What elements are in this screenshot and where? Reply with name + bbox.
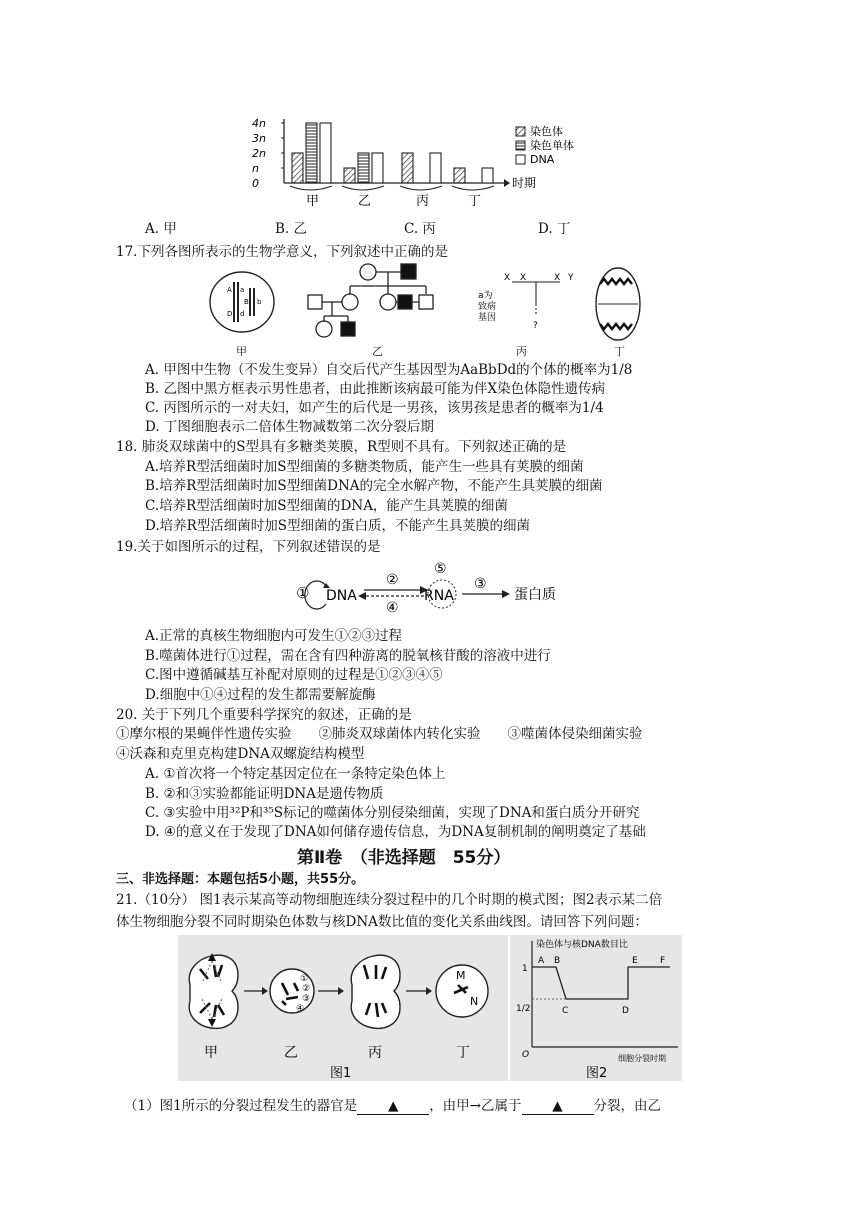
q19-num-3: ③ (474, 576, 487, 592)
q17-label-ding: 丁 (614, 345, 625, 358)
q21-sub1 (124, 1094, 661, 1115)
q16-bar (344, 168, 355, 183)
q19-num-2: ② (386, 572, 399, 588)
fig2-origin: O (522, 1050, 530, 1060)
svg-text:B: B (244, 298, 249, 306)
fig2-point-b: B (554, 956, 561, 966)
q17-label-bing: 丙 (516, 345, 527, 358)
q19-option-c[interactable]: C.图中遵循碱基互补配对原则的过程是①②③④⑤ (145, 667, 443, 683)
q17-figures-svg (200, 262, 660, 358)
q16-legend-swatch (516, 155, 525, 164)
q16-group-label: 丁 (468, 194, 482, 209)
q17-bing-question: ? (533, 321, 538, 331)
q17-option-a[interactable]: A. 甲图中生物（不发生变异）自交后代产生基因型为AaBbDd的个体的概率为1/8 (145, 362, 633, 378)
q19-protein: 蛋白质 (514, 587, 556, 603)
q18-option-b[interactable]: B.培养R型活细菌时加S型细菌DNA的完全水解产物，不能产生具荚膜的细菌 (145, 478, 603, 494)
fig1-label-bing: 丙 (368, 1045, 382, 1061)
fig2-ytick-half: 1/2 (516, 1004, 531, 1014)
q16-y-tick: 0 (252, 177, 259, 190)
q16-x-arrow (504, 179, 510, 187)
q19-option-b[interactable]: B.噬菌体进行①过程，需在含有四种游离的脱氧核苷酸的溶液中进行 (145, 648, 551, 664)
q16-bar (402, 153, 413, 183)
q21-stem-line2: 体生物细胞分裂不同时期染色体数与核DNA数比值的变化关系曲线图。请回答下列问题： (116, 914, 648, 930)
q16-y-tick: 3n (252, 132, 266, 145)
fig1-mark-m: M (456, 969, 466, 982)
q17-bing-mother-x1: X (504, 273, 511, 283)
q16-bar (454, 168, 465, 183)
q16-y-tick: 4n (252, 117, 266, 130)
fig2-ytick-1: 1 (522, 964, 528, 974)
q16-bar (320, 123, 331, 183)
q21-figure-2 (510, 935, 682, 1081)
q17-bing-note-line3: 基因 (478, 313, 497, 323)
fig2-curve (532, 967, 670, 999)
q17-option-c[interactable]: C. 丙图所示的一对夫妇，如产生的后代是一男孩，该男孩是患者的概率为1/4 (145, 400, 604, 416)
q19-num-1: ① (296, 584, 310, 602)
q16-legend-swatch (516, 141, 525, 150)
q20-stem: 20. 关于下列几个重要科学探究的叙述，正确的是 (116, 707, 412, 723)
q16-bar (306, 123, 317, 183)
q16-group-brace (452, 186, 494, 190)
q19-diagram (292, 558, 572, 614)
q16-legend-swatch (516, 127, 525, 136)
fig1-label-jia: 甲 (204, 1045, 218, 1061)
q16-option-a[interactable]: A. 甲 (145, 221, 177, 237)
q17-option-d[interactable]: D. 丁图细胞表示二倍体生物减数第二次分裂后期 (145, 419, 434, 435)
q17-stem: 17.下列各图所表示的生物学意义，下列叙述中正确的是 (116, 244, 448, 260)
q18-option-d[interactable]: D.培养R型活细菌时加S型细菌的蛋白质，不能产生具荚膜的细菌 (145, 518, 531, 534)
fig2-point-e: E (632, 956, 638, 966)
q17-label-yi: 乙 (372, 345, 383, 358)
q16-group-brace (342, 186, 384, 190)
q19-diagram-svg (292, 558, 572, 614)
q18-option-a[interactable]: A.培养R型活细菌时加S型细菌的多糖类物质，能产生一些具有荚膜的细菌 (145, 459, 584, 475)
fig1-label-yi: 乙 (284, 1045, 298, 1061)
q16-bar (482, 168, 493, 183)
q21-sub1-blank-1[interactable]: ▲ (357, 1098, 429, 1115)
fig2-point-a: A (538, 956, 545, 966)
q17-label-jia: 甲 (236, 345, 247, 358)
q20-option-b[interactable]: B. ②和③实验都能证明DNA是遗传物质 (145, 786, 384, 802)
q16-chart (248, 115, 578, 210)
q17-bing-mother-x2: X (520, 273, 527, 283)
part2-title: 第Ⅱ卷 （非选择题 55分） (297, 848, 511, 868)
q16-group-label: 乙 (358, 194, 372, 209)
fig1-mark-1: ① (300, 974, 309, 984)
q16-group-label: 丙 (416, 194, 430, 209)
q16-option-d[interactable]: D. 丁 (538, 221, 571, 237)
q16-bar (372, 153, 383, 183)
q17-fig-bing (512, 282, 560, 314)
q16-x-label: 时期 (512, 176, 537, 190)
svg-text:a: a (240, 286, 245, 294)
q21-stem-line1: 21.（10分） 图1表示某高等动物细胞连续分裂过程中的几个时期的模式图；图2表示某二倍 (116, 892, 663, 908)
q21-sub1-text-a: （1）图1所示的分裂过程发生的器官是 (124, 1098, 358, 1114)
fig1-mark-n: N (470, 995, 479, 1008)
q16-group-brace (400, 186, 442, 190)
q17-fig-jia (210, 272, 274, 332)
q16-legend-label: 染色体 (530, 125, 563, 138)
q17-fig-yi (308, 264, 433, 337)
fig1-mark-3: ③ (302, 994, 311, 1004)
q17-fig-ding (596, 268, 640, 340)
q16-bar (358, 153, 369, 183)
fig1-mark-4: ④ (296, 1004, 305, 1014)
q19-num-5: ⑤ (434, 561, 447, 577)
q16-bar (430, 153, 441, 183)
fig1-caption: 图1 (330, 1066, 352, 1081)
q21-sub1-text-b: ，由甲→乙属于 (429, 1098, 522, 1114)
q20-items-line2: ④沃森和克里克构建DNA双螺旋结构模型 (116, 746, 365, 762)
q19-dna: DNA (326, 588, 357, 604)
q17-bing-note-line1: a为 (478, 291, 493, 301)
fig2-point-d: D (622, 1006, 629, 1016)
q17-bing-father-x: X (554, 273, 561, 283)
q19-rna: RNA (424, 588, 454, 604)
q16-legend-label: DNA (530, 153, 555, 166)
q20-option-d[interactable]: D. ④的意义在于发现了DNA如何储存遗传信息，为DNA复制机制的阐明奠定了基础 (145, 824, 646, 840)
svg-text:A: A (227, 286, 232, 294)
q16-y-tick: 2n (252, 147, 266, 160)
q21-figure-1 (178, 935, 508, 1081)
q20-option-a[interactable]: A. ①首次将一个特定基因定位在一条特定染色体上 (145, 766, 446, 782)
q16-group-label: 甲 (306, 194, 320, 209)
q16-option-c[interactable]: C. 丙 (404, 221, 436, 237)
q16-group-brace (290, 186, 332, 190)
fig2-title: 染色体与核DNA数目比 (536, 940, 628, 950)
q17-bing-father-y: Y (568, 273, 574, 283)
fig1-label-ding: 丁 (456, 1045, 470, 1061)
fig2-point-f: F (660, 956, 666, 966)
q21-sub1-text-c: 分裂，由乙 (593, 1098, 661, 1114)
q16-option-b[interactable]: B. 乙 (275, 221, 308, 237)
svg-text:D: D (227, 310, 233, 318)
fig2-xlabel: 细胞分裂时期 (618, 1054, 666, 1063)
q17-bing-note-line2: 致病 (478, 302, 497, 312)
q18-stem: 18. 肺炎双球菌中的S型具有多糖类荚膜，R型则不具有。下列叙述正确的是 (116, 439, 567, 455)
q21-figure-1-svg (178, 935, 508, 1081)
fig2-caption: 图2 (586, 1066, 608, 1081)
q17-option-b[interactable]: B. 乙图中黑方框表示男性患者，由此推断该病最可能为伴X染色体隐性遗传病 (145, 381, 606, 397)
q18-option-c[interactable]: C.培养R型活细菌时加S型细菌的DNA，能产生具荚膜的细菌 (145, 498, 508, 514)
q21-figure-2-svg (510, 935, 682, 1081)
svg-text:b: b (257, 298, 262, 306)
q21-sub1-blank-2[interactable]: ▲ (522, 1098, 594, 1115)
q17-figures (200, 262, 660, 358)
q19-option-d[interactable]: D.细胞中①④过程的发生都需要解旋酶 (145, 687, 376, 703)
q19-option-a[interactable]: A.正常的真核生物细胞内可发生①②③过程 (145, 628, 403, 644)
q19-stem: 19.关于如图所示的过程，下列叙述错误的是 (116, 539, 381, 555)
q16-bar (292, 153, 303, 183)
svg-text:d: d (240, 310, 245, 318)
q16-y-tick: n (252, 162, 259, 175)
q16-chart-svg (248, 115, 578, 210)
q20-option-c[interactable]: C. ③实验中用³²P和³⁵S标记的噬菌体分别侵染细菌，实现了DNA和蛋白质分开研究 (145, 805, 640, 821)
fig2-point-c: C (562, 1006, 569, 1016)
q20-items-line1: ①摩尔根的果蝇伴性遗传实验 ②肺炎双球菌体内转化实验 ③噬菌体侵染细菌实验 (116, 726, 643, 742)
part2-section-heading: 三、非选择题：本题包括5小题，共55分。 (116, 872, 365, 887)
q19-num-4: ④ (386, 600, 399, 614)
fig1-mark-2: ② (302, 984, 311, 994)
q16-legend-label: 染色单体 (530, 139, 574, 152)
